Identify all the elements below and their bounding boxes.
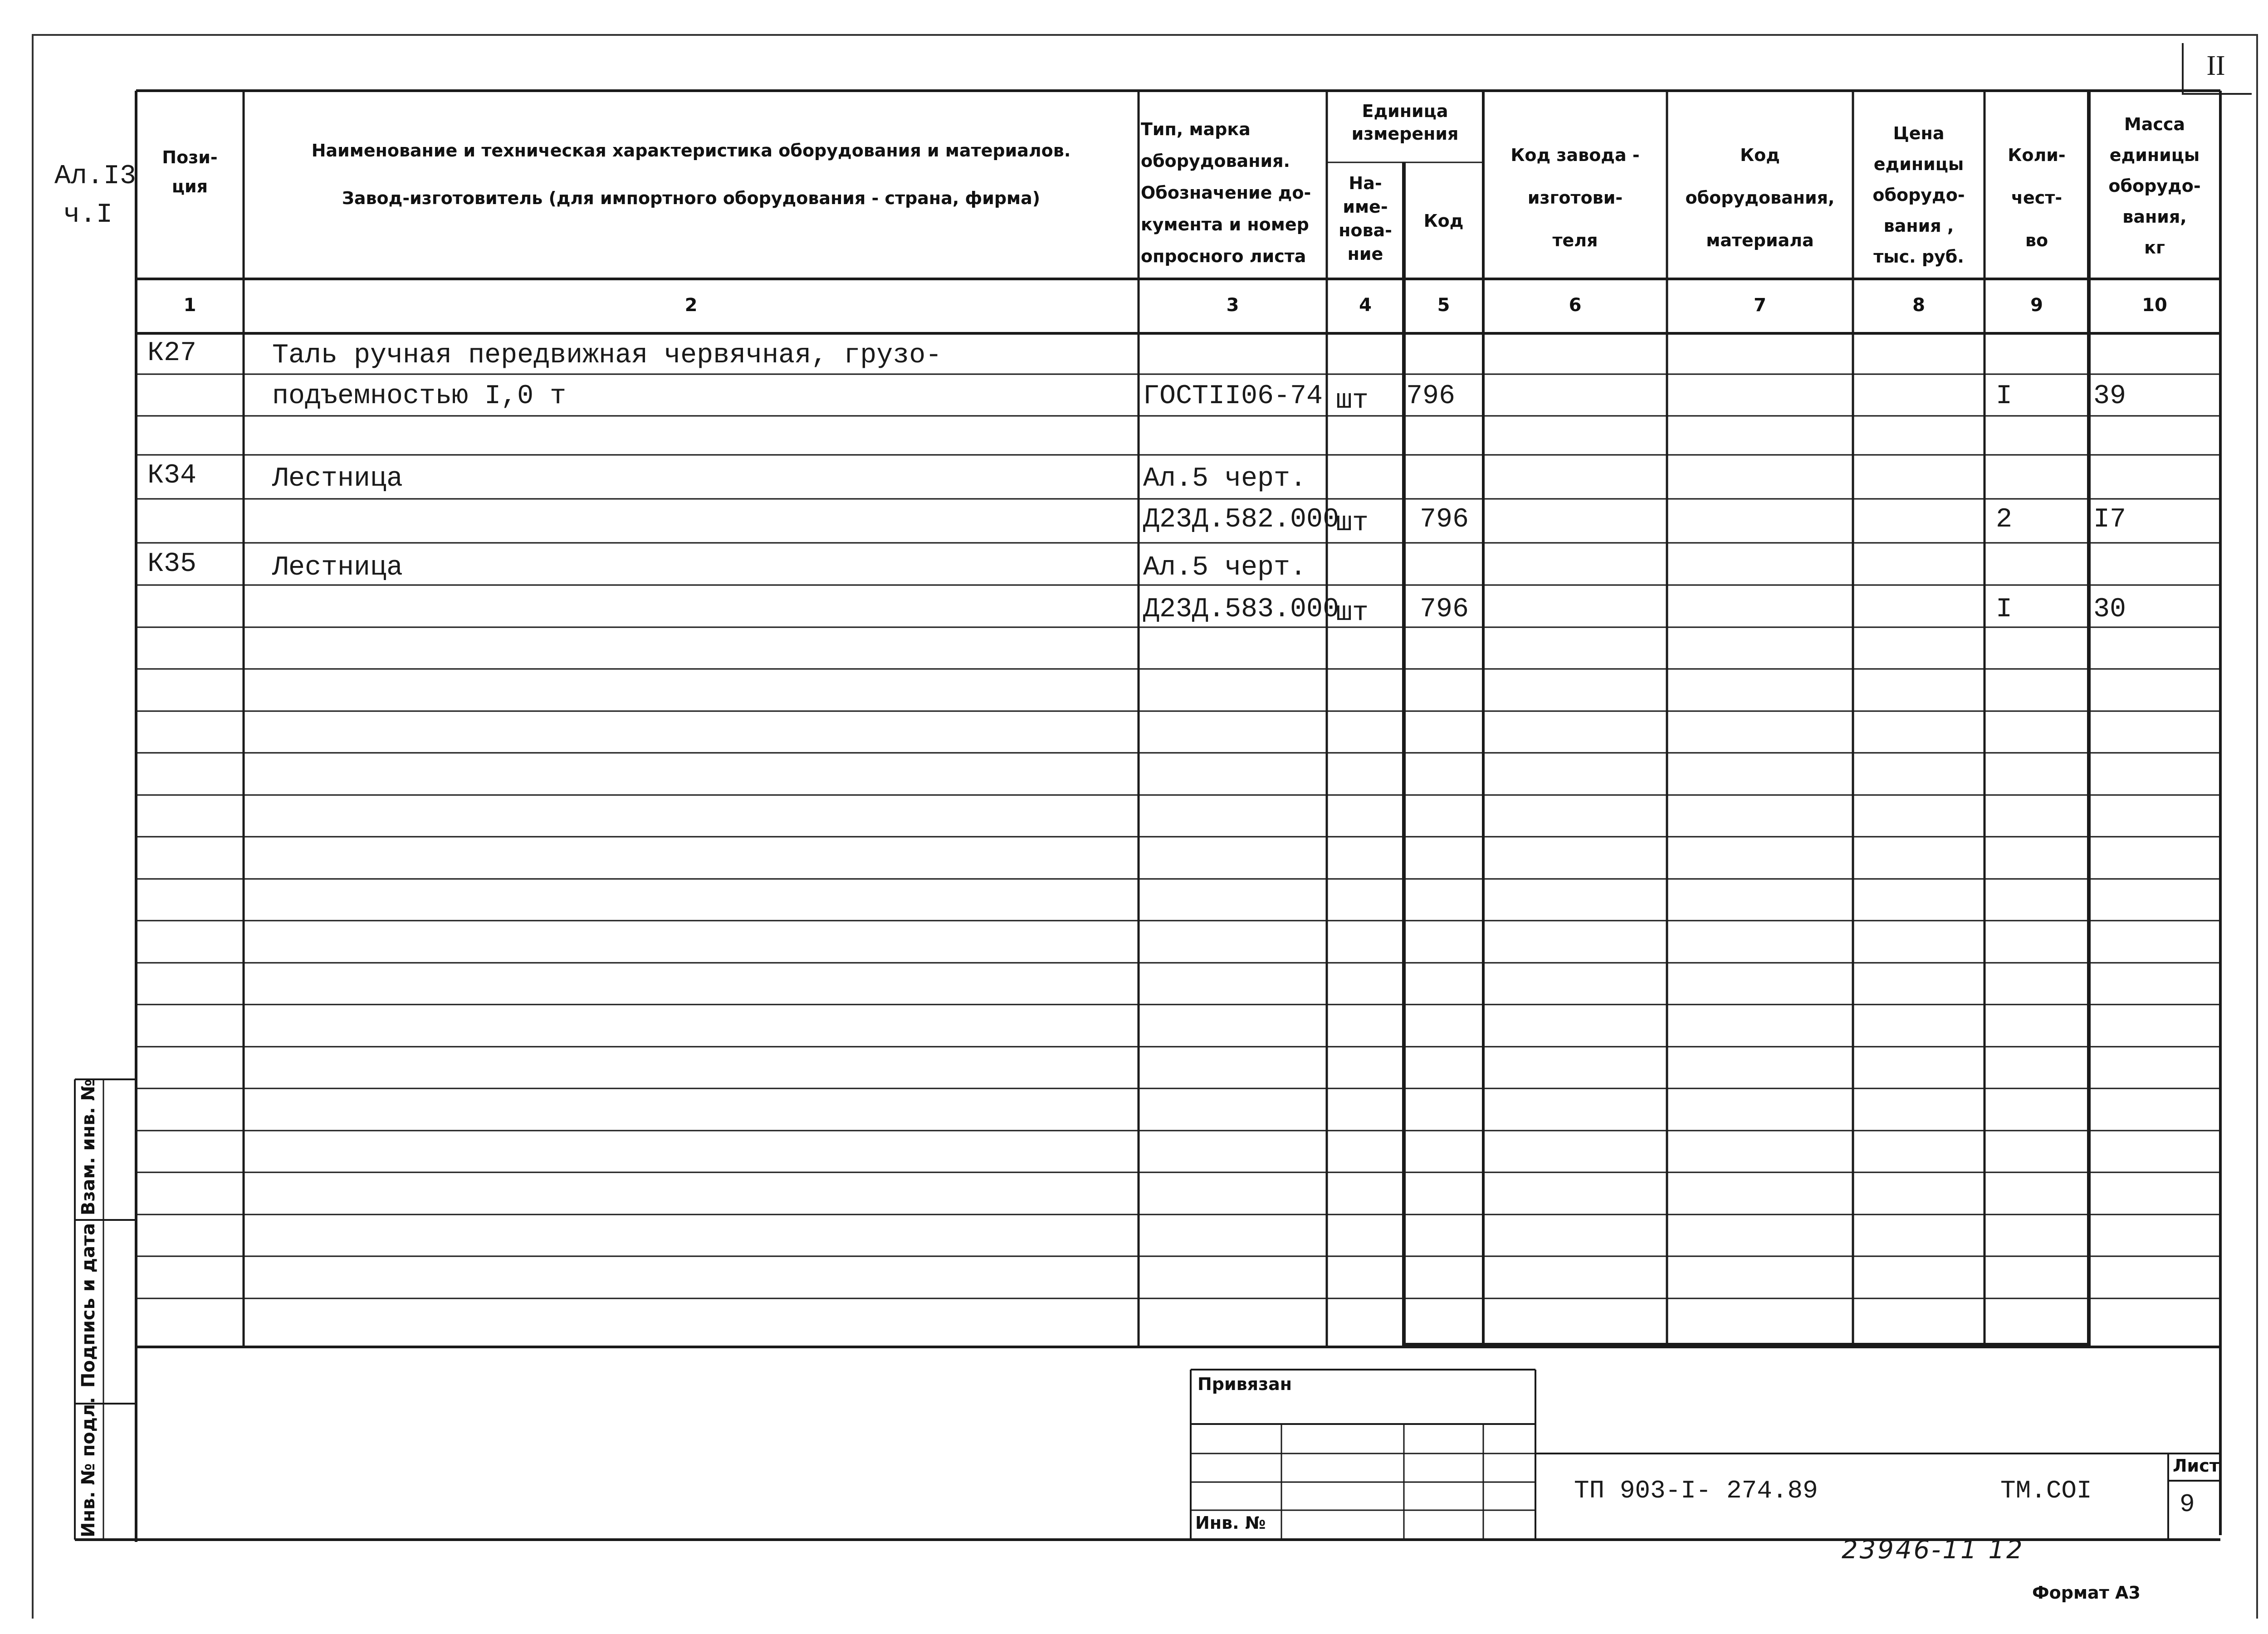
header-unit-mass: Масса единицы оборудо- вания, кг xyxy=(2108,114,2201,258)
stamp-vzam-inv: Взам. инв. № xyxy=(78,1079,99,1215)
col-number-6: 6 xyxy=(1569,295,1582,316)
row-type-mark: Д23Д.582.000 xyxy=(1143,504,1339,535)
col-number-3: 3 xyxy=(1226,295,1239,316)
row-position: К34 xyxy=(147,460,197,491)
col-number-4: 4 xyxy=(1359,295,1372,316)
row-name: Лестница xyxy=(272,463,403,494)
row-unit-name: шт xyxy=(1336,598,1369,629)
stamp-doc-code: ТП 903-I- 274.89 xyxy=(1574,1476,1818,1505)
header-position: Пози- ция xyxy=(162,147,218,196)
col-number-2: 2 xyxy=(684,295,698,316)
header-name-line2: Завод-изготовитель (для импортного оборудования - страна, фирма) xyxy=(342,188,1041,208)
row-quantity: I xyxy=(1996,594,2013,625)
side-ref-line2: ч.I xyxy=(64,200,113,230)
row-quantity: I xyxy=(1996,381,2013,412)
row-unit-name: шт xyxy=(1336,508,1369,539)
col-number-5: 5 xyxy=(1437,295,1450,316)
header-unit-price: Цена единицы оборудо- вания , тыс. руб. xyxy=(1872,123,1965,267)
stamp-mark: ТМ.СОI xyxy=(2000,1476,2092,1505)
side-ref-line1: Ал.I3 xyxy=(54,161,137,192)
stamp-podpis-data: Подпись и дата xyxy=(78,1223,99,1388)
format-label: Формат А3 xyxy=(2032,1583,2141,1603)
row-name: Таль ручная передвижная червячная, грузо- xyxy=(272,340,942,371)
header-unit-name: На- име- нова- ние xyxy=(1339,173,1392,264)
row-unit-code: 796 xyxy=(1406,381,1456,412)
col-number-10: 10 xyxy=(2142,295,2167,316)
col-number-9: 9 xyxy=(2030,295,2043,316)
row-position: К27 xyxy=(147,338,197,369)
row-mass: 30 xyxy=(2093,594,2126,625)
header-factory-code: Код завода - изготови- теля xyxy=(1510,145,1640,250)
col-number-7: 7 xyxy=(1754,295,1766,316)
col-number-1: 1 xyxy=(183,295,196,316)
row-unit-name: шт xyxy=(1336,385,1369,416)
header-unit-group: Единица измерения xyxy=(1351,101,1459,144)
header-unit-code: Код xyxy=(1423,211,1464,231)
col-number-8: 8 xyxy=(1912,295,1925,316)
row-name: подъемностью I,0 т xyxy=(272,381,567,412)
header-equipment-code: Код оборудования, материала xyxy=(1685,145,1835,250)
stamp-inv-no: Инв. № xyxy=(1195,1513,1266,1533)
handwritten-number: 23946-11 12 xyxy=(1842,1535,2024,1565)
row-mass: I7 xyxy=(2093,504,2126,535)
header-type-mark: Тип, марка оборудования. Обозначение до- кумента и номер опросного листа xyxy=(1141,119,1311,266)
stamp-list-label: Лист xyxy=(2173,1456,2219,1476)
row-type-mark: Ал.5 черт. xyxy=(1143,463,1307,494)
row-unit-code: 796 xyxy=(1420,504,1469,535)
sheet-corner-number: II xyxy=(2206,50,2225,81)
row-type-mark: Ал.5 черт. xyxy=(1143,552,1307,583)
row-name: Лестница xyxy=(272,552,403,583)
stamp-privyazan: Привязан xyxy=(1198,1374,1292,1394)
header-name-line1: Наименование и техническая характеристика оборудования и материалов. xyxy=(311,141,1071,161)
stamp-inv-podl: Инв. № подл. xyxy=(78,1397,99,1537)
stamp-list-number: 9 xyxy=(2180,1490,2195,1519)
row-mass: 39 xyxy=(2093,381,2126,412)
row-type-mark: ГОСТII06-74 xyxy=(1143,381,1323,412)
header-quantity: Коли- чест- во xyxy=(2008,145,2066,250)
row-unit-code: 796 xyxy=(1420,594,1469,625)
row-position: К35 xyxy=(147,549,197,580)
row-type-mark: Д23Д.583.000 xyxy=(1143,594,1339,625)
row-quantity: 2 xyxy=(1996,504,2013,535)
